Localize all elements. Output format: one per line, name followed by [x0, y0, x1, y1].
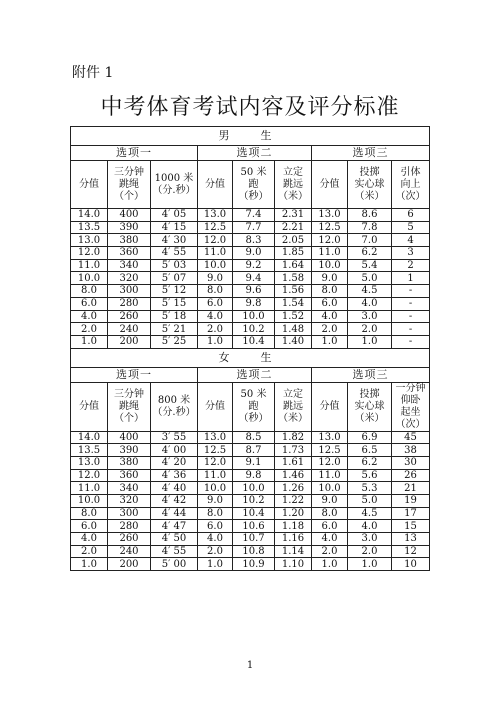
table-cell: - [392, 335, 430, 348]
table-cell: 1.82 [275, 431, 312, 444]
table-cell: 4 [392, 234, 430, 247]
table-cell: 1.56 [275, 285, 312, 298]
table-cell: 4′ 36 [151, 469, 198, 482]
table-cell: 4′ 15 [151, 221, 198, 234]
table-cell: 11.0 [71, 482, 108, 495]
table-cell: 6.2 [348, 456, 392, 469]
table-cell: 12.0 [71, 247, 108, 260]
table-cell: 360 [108, 469, 151, 482]
page-title: 中考体育考试内容及评分标准 [100, 95, 400, 120]
male-header-cell [151, 161, 198, 209]
table-cell: 10.2 [233, 495, 275, 508]
female-header-line: 50 米 [240, 388, 267, 400]
table-cell: 4′ 40 [151, 482, 198, 495]
table-cell: 1.22 [275, 495, 312, 508]
female-header-cell [151, 382, 198, 431]
table-cell: 5′ 15 [151, 297, 198, 310]
female-header-cell [71, 382, 108, 431]
table-cell: 340 [108, 259, 151, 272]
male-header-cell [71, 161, 108, 209]
table-cell: 4.0 [198, 310, 233, 323]
table-cell: 7.8 [348, 221, 392, 234]
table-cell: 6.0 [312, 520, 348, 533]
table-cell: 4′ 00 [151, 444, 198, 457]
table-row [71, 310, 430, 323]
table-cell: 8.0 [71, 285, 108, 298]
table-cell: 10.0 [312, 482, 348, 495]
table-cell: 5′ 07 [151, 272, 198, 285]
table-cell: 300 [108, 285, 151, 298]
male-header-cell [198, 161, 233, 209]
male-header-line: （分.秒） [152, 184, 196, 196]
male-header-line: 投掷 [359, 166, 380, 178]
table-cell: 2.0 [348, 323, 392, 336]
table-row [71, 456, 430, 469]
table-cell: 6.0 [198, 520, 233, 533]
female-header-line: 跳远 [283, 400, 303, 412]
table-cell: 13 [392, 533, 430, 546]
female-header-line: 实心球 [354, 400, 385, 412]
table-cell: 4′ 44 [151, 507, 198, 520]
male-section-title: 男 生 [71, 127, 430, 146]
table-cell: 6.0 [71, 297, 108, 310]
table-cell: 6.0 [198, 297, 233, 310]
table-cell: 5′ 00 [151, 558, 198, 571]
table-cell: 1.0 [312, 335, 348, 348]
female-header-line: （秒） [238, 412, 269, 424]
table-cell: 9.0 [312, 272, 348, 285]
table-cell: 2.21 [275, 221, 312, 234]
table-cell: 6.0 [71, 520, 108, 533]
table-cell: 300 [108, 507, 151, 520]
table-cell: 7.0 [348, 234, 392, 247]
table-cell: 4.0 [71, 310, 108, 323]
table-cell: 12.5 [198, 444, 233, 457]
table-cell: 1.0 [198, 335, 233, 348]
table-cell: 10.0 [71, 495, 108, 508]
female-header-cell [348, 382, 392, 431]
table-cell: 26 [392, 469, 430, 482]
male-option-1: 选项一 [71, 146, 198, 161]
table-cell: 14.0 [71, 209, 108, 222]
table-cell: 1.16 [275, 533, 312, 546]
table-cell: 1.10 [275, 558, 312, 571]
table-row [71, 520, 430, 533]
female-header-line: 分值 [319, 400, 340, 412]
table-cell: 10.0 [233, 310, 275, 323]
table-cell: 5′ 21 [151, 323, 198, 336]
table-cell: 10.0 [312, 259, 348, 272]
table-cell: 11.0 [198, 247, 233, 260]
female-header-cell [198, 382, 233, 431]
table-row [71, 285, 430, 298]
table-cell: 19 [392, 495, 430, 508]
table-cell: 400 [108, 209, 151, 222]
table-cell: 5.4 [348, 259, 392, 272]
table-cell: 240 [108, 323, 151, 336]
male-header-line: 跑 [248, 178, 259, 190]
table-row [71, 507, 430, 520]
male-option-2: 选项二 [198, 146, 312, 161]
table-cell: 2.0 [312, 323, 348, 336]
score-table [70, 126, 430, 571]
male-header-line: 向上 [400, 178, 421, 190]
female-header-line: 分值 [79, 400, 99, 412]
table-cell: 1.58 [275, 272, 312, 285]
table-cell: 8.6 [348, 209, 392, 222]
table-cell: 8.0 [71, 507, 108, 520]
table-cell: 5′ 18 [151, 310, 198, 323]
table-cell: 200 [108, 335, 151, 348]
table-cell: 13.5 [71, 221, 108, 234]
table-cell: 12.0 [198, 234, 233, 247]
female-header-line: （个） [114, 412, 144, 424]
table-cell: 5.0 [348, 272, 392, 285]
table-cell: 4′ 55 [151, 247, 198, 260]
table-cell: 12.0 [312, 456, 348, 469]
male-header-cell [312, 161, 348, 209]
female-header-line: 分值 [205, 400, 225, 412]
male-section [71, 127, 430, 349]
table-cell: 11.0 [312, 469, 348, 482]
table-cell: 2.0 [71, 545, 108, 558]
table-cell: 10.6 [233, 520, 275, 533]
table-cell: 12.5 [198, 221, 233, 234]
table-cell: 9.2 [233, 259, 275, 272]
table-cell: 1.40 [275, 335, 312, 348]
table-row [71, 247, 430, 260]
male-header-cell [275, 161, 312, 209]
female-header-line: 800 米 [157, 394, 191, 406]
table-cell: 2.05 [275, 234, 312, 247]
table-cell: 1.0 [348, 558, 392, 571]
table-cell: 260 [108, 310, 151, 323]
table-cell: 8.0 [198, 285, 233, 298]
table-cell: 13.0 [71, 234, 108, 247]
female-header-line: （米） [278, 412, 308, 424]
table-cell: 1.64 [275, 259, 312, 272]
female-header-line: 一分钟 [395, 382, 426, 394]
table-cell: 8.0 [198, 507, 233, 520]
table-cell: 8.7 [233, 444, 275, 457]
table-cell: 38 [392, 444, 430, 457]
table-cell: 13.0 [312, 431, 348, 444]
female-header-cell [108, 382, 151, 431]
female-header-line: （次） [395, 418, 426, 430]
table-cell: 4′ 20 [151, 456, 198, 469]
table-cell: 10.8 [233, 545, 275, 558]
table-cell: 3.0 [348, 310, 392, 323]
table-cell: 4′ 50 [151, 533, 198, 546]
table-cell: 5 [392, 221, 430, 234]
table-cell: 1.73 [275, 444, 312, 457]
table-cell: 30 [392, 456, 430, 469]
table-cell: 1.52 [275, 310, 312, 323]
table-cell: 6.0 [312, 297, 348, 310]
table-cell: 5′ 25 [151, 335, 198, 348]
table-cell: 1.54 [275, 297, 312, 310]
table-cell: 200 [108, 558, 151, 571]
table-cell: 4.0 [198, 533, 233, 546]
table-cell: 4.0 [348, 520, 392, 533]
table-cell: 2.0 [348, 545, 392, 558]
table-cell: 14.0 [71, 431, 108, 444]
table-cell: 4.5 [348, 507, 392, 520]
table-cell: - [392, 285, 430, 298]
table-cell: 8.0 [312, 285, 348, 298]
female-header-line: 投掷 [359, 388, 380, 400]
table-cell: 4′ 42 [151, 495, 198, 508]
male-header-cell [348, 161, 392, 209]
table-row [71, 209, 430, 222]
table-cell: 11.0 [312, 247, 348, 260]
table-cell: 240 [108, 545, 151, 558]
table-cell: 6.5 [348, 444, 392, 457]
table-cell: 2.0 [312, 545, 348, 558]
table-cell: 1.46 [275, 469, 312, 482]
male-header-line: （次） [395, 190, 426, 202]
male-header-line: 立定 [283, 166, 303, 178]
female-header-cell [392, 382, 430, 431]
table-cell: 10.4 [233, 335, 275, 348]
table-cell: 390 [108, 444, 151, 457]
table-row [71, 533, 430, 546]
male-header-line: （米） [354, 190, 385, 202]
male-header-line: 实心球 [354, 178, 385, 190]
table-cell: 2.0 [198, 545, 233, 558]
table-cell: 1.0 [348, 335, 392, 348]
table-cell: 11.0 [71, 259, 108, 272]
table-cell: 10.0 [71, 272, 108, 285]
table-cell: 4′ 55 [151, 545, 198, 558]
table-cell: 6.2 [348, 247, 392, 260]
table-cell: 1.26 [275, 482, 312, 495]
table-cell: 260 [108, 533, 151, 546]
table-cell: 1.61 [275, 456, 312, 469]
table-cell: 6.9 [348, 431, 392, 444]
table-cell: 320 [108, 495, 151, 508]
male-header-line: 分值 [205, 178, 225, 190]
female-header-line: 三分钟 [114, 388, 144, 400]
table-row [71, 234, 430, 247]
male-header-cell [233, 161, 275, 209]
female-option-3: 选项三 [312, 367, 430, 382]
male-header-line: 跳远 [283, 178, 303, 190]
table-cell: 10.0 [198, 482, 233, 495]
table-cell: 1.0 [71, 558, 108, 571]
table-row [71, 558, 430, 571]
table-cell: 4.0 [71, 533, 108, 546]
table-cell: 21 [392, 482, 430, 495]
male-header-line: 跳绳 [119, 178, 139, 190]
table-cell: - [392, 297, 430, 310]
table-row [71, 545, 430, 558]
table-cell: 9.4 [233, 272, 275, 285]
table-cell: 340 [108, 482, 151, 495]
table-cell: 13.0 [312, 209, 348, 222]
table-cell: 4′ 47 [151, 520, 198, 533]
male-option-3: 选项三 [312, 146, 430, 161]
table-cell: 10.0 [198, 259, 233, 272]
female-header-line: 跳绳 [119, 400, 139, 412]
table-cell: 1.48 [275, 323, 312, 336]
table-row [71, 272, 430, 285]
table-cell: 2 [392, 259, 430, 272]
female-option-2: 选项二 [198, 367, 312, 382]
table-cell: 380 [108, 234, 151, 247]
male-header-line: （个） [114, 190, 144, 202]
female-header-line: 跑 [248, 400, 259, 412]
male-header-cell [392, 161, 430, 209]
table-cell: 280 [108, 297, 151, 310]
table-row [71, 495, 430, 508]
female-section [71, 348, 430, 571]
male-header-cell [108, 161, 151, 209]
table-cell: 10 [392, 558, 430, 571]
table-cell: 1 [392, 272, 430, 285]
table-cell: 10.9 [233, 558, 275, 571]
table-cell: 5.3 [348, 482, 392, 495]
table-cell: 3.0 [348, 533, 392, 546]
table-cell: 4.0 [312, 310, 348, 323]
attachment-label: 附件 1 [72, 65, 114, 81]
table-cell: 5′ 03 [151, 259, 198, 272]
table-cell: 13.0 [71, 456, 108, 469]
table-row [71, 335, 430, 348]
table-cell: 7.4 [233, 209, 275, 222]
table-cell: 2.0 [71, 323, 108, 336]
table-cell: 10.2 [233, 323, 275, 336]
male-header-line: 分值 [79, 178, 99, 190]
table-cell: 5.6 [348, 469, 392, 482]
table-cell: 12.0 [198, 456, 233, 469]
table-cell: 4.0 [348, 297, 392, 310]
table-cell: 12.0 [312, 234, 348, 247]
table-cell: 45 [392, 431, 430, 444]
table-cell: 360 [108, 247, 151, 260]
table-cell: 13.5 [71, 444, 108, 457]
table-row [71, 482, 430, 495]
table-cell: 17 [392, 507, 430, 520]
male-header-line: 分值 [319, 178, 340, 190]
male-header-line: 引体 [400, 166, 421, 178]
table-cell: 4.0 [312, 533, 348, 546]
male-header-line: （秒） [238, 190, 269, 202]
table-cell: 2.0 [198, 323, 233, 336]
table-cell: 1.14 [275, 545, 312, 558]
table-cell: 4′ 30 [151, 234, 198, 247]
table-cell: 15 [392, 520, 430, 533]
table-cell: 280 [108, 520, 151, 533]
table-cell: 12.5 [312, 444, 348, 457]
table-cell: 10.7 [233, 533, 275, 546]
table-cell: 10.0 [233, 482, 275, 495]
male-header-line: 50 米 [240, 166, 267, 178]
table-cell: 13.0 [198, 209, 233, 222]
table-row [71, 221, 430, 234]
table-cell: 10.4 [233, 507, 275, 520]
table-cell: 1.0 [312, 558, 348, 571]
table-cell: 9.0 [312, 495, 348, 508]
table-row [71, 259, 430, 272]
male-header-line: 三分钟 [114, 166, 144, 178]
female-header-line: 仰卧 [400, 394, 421, 406]
table-cell: 380 [108, 456, 151, 469]
page-number: 1 [246, 660, 254, 671]
table-cell: 9.8 [233, 297, 275, 310]
table-cell: 9.1 [233, 456, 275, 469]
table-cell: 4.5 [348, 285, 392, 298]
table-cell: 9.8 [233, 469, 275, 482]
table-cell: 390 [108, 221, 151, 234]
female-header-line: （米） [354, 412, 385, 424]
table-cell: 12.5 [312, 221, 348, 234]
female-section-title: 女 生 [71, 348, 430, 367]
table-cell: - [392, 323, 430, 336]
table-row [71, 297, 430, 310]
female-option-1: 选项一 [71, 367, 198, 382]
table-cell: 13.0 [198, 431, 233, 444]
table-row [71, 323, 430, 336]
female-header-cell [275, 382, 312, 431]
female-header-line: （分.秒） [152, 406, 196, 418]
table-cell: 400 [108, 431, 151, 444]
table-cell: 5′ 12 [151, 285, 198, 298]
table-cell: 9.0 [233, 247, 275, 260]
table-cell: 8.5 [233, 431, 275, 444]
table-cell: 1.20 [275, 507, 312, 520]
table-cell: 12.0 [71, 469, 108, 482]
female-header-cell [312, 382, 348, 431]
table-cell: 1.0 [198, 558, 233, 571]
table-cell: 3 [392, 247, 430, 260]
female-header-cell [233, 382, 275, 431]
table-cell: 2.31 [275, 209, 312, 222]
table-cell: 9.6 [233, 285, 275, 298]
table-cell: 1.0 [71, 335, 108, 348]
table-row [71, 444, 430, 457]
male-header-line: 1000 米 [154, 172, 194, 184]
female-header-line: 立定 [283, 388, 303, 400]
table-cell: 6 [392, 209, 430, 222]
male-header-line: （米） [278, 190, 308, 202]
table-cell: - [392, 310, 430, 323]
table-row [71, 431, 430, 444]
table-cell: 320 [108, 272, 151, 285]
table-cell: 3′ 55 [151, 431, 198, 444]
table-cell: 9.0 [198, 272, 233, 285]
table-cell: 4′ 05 [151, 209, 198, 222]
table-cell: 1.18 [275, 520, 312, 533]
female-header-line: 起坐 [400, 406, 421, 418]
table-cell: 11.0 [198, 469, 233, 482]
table-cell: 12 [392, 545, 430, 558]
table-cell: 8.0 [312, 507, 348, 520]
table-row [71, 469, 430, 482]
table-cell: 7.7 [233, 221, 275, 234]
table-cell: 5.0 [348, 495, 392, 508]
table-cell: 1.85 [275, 247, 312, 260]
table-cell: 8.3 [233, 234, 275, 247]
table-cell: 9.0 [198, 495, 233, 508]
